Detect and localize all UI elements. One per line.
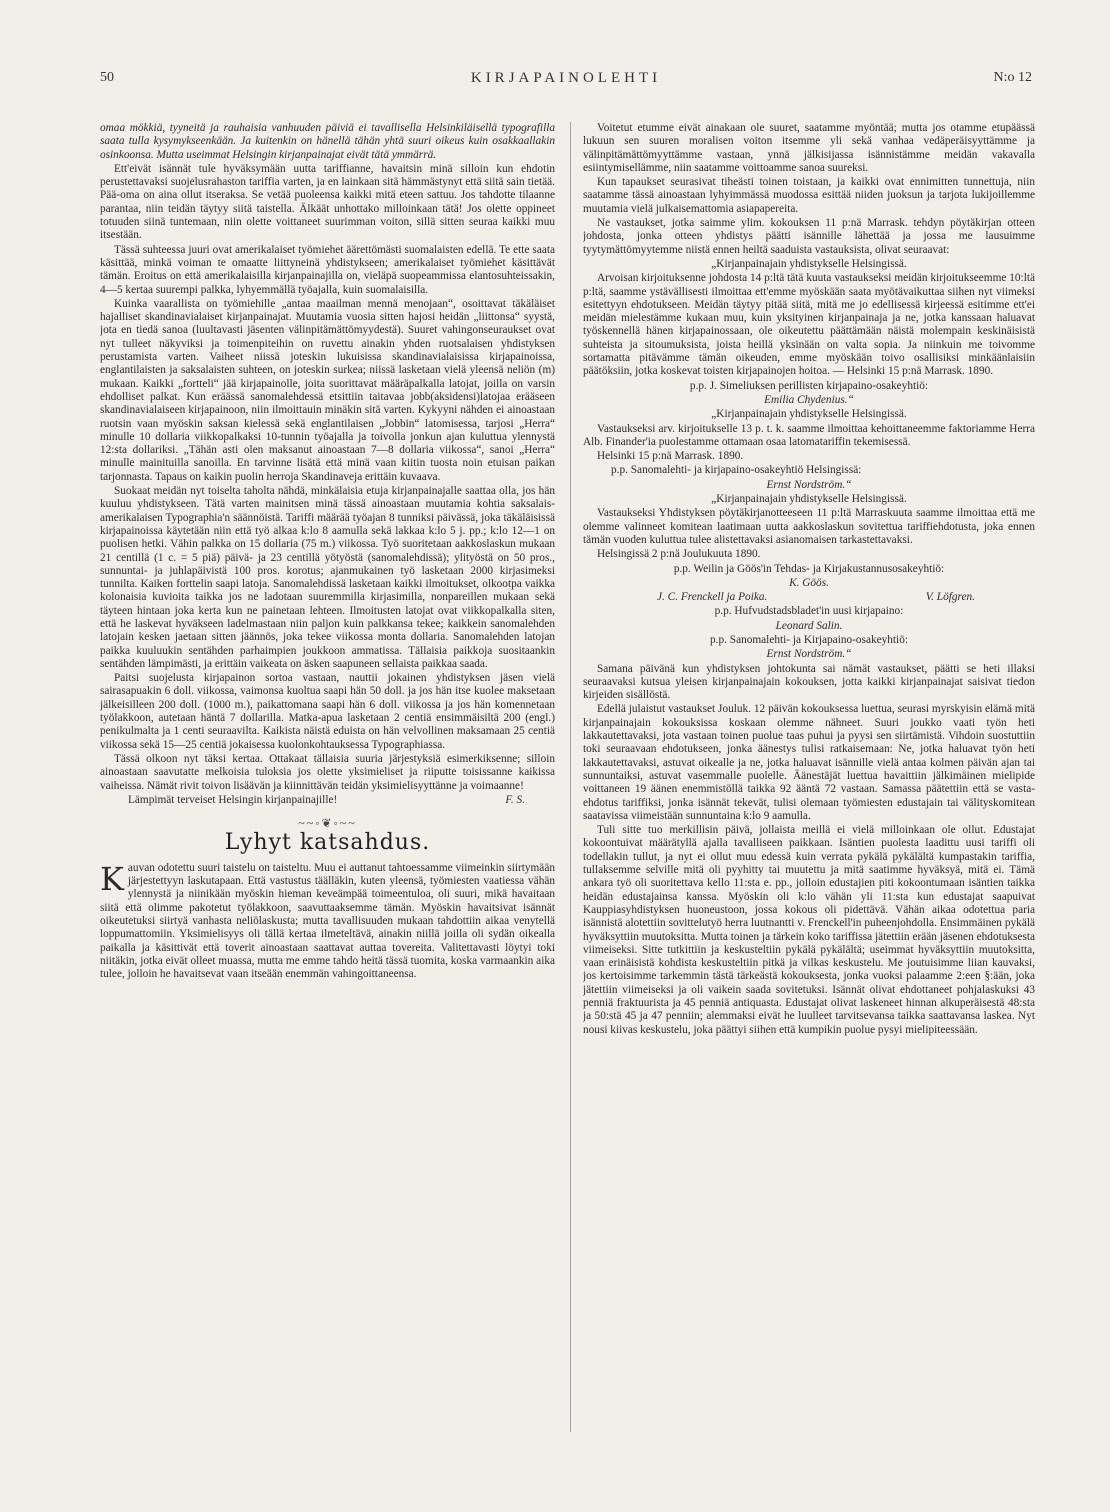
paragraph — [100, 859, 555, 982]
paragraph: Edellä julaistut vastaukset Jouluk. 12 päivän kokouksessa luettua, seurasi myrskyisin elämä mitä kirjanpainajain kokouksissa koskaan olemme nähneet. Suuri joukko vaati työn heti lakkautettavaksi, jota vastaan toinen puolue taas puhui ja pyysi sen siirtämistä. Vihdoin suostuttiin toki seuraavaan ehdotukseen, jonka äänestys tulisi ratkaisemaan: Ne, jotka haluavat työn heti lakkautettavaksi, astuvat oikealle ja ne, jotka haluavat isännille vielä antaa kolmen päivän ajan tai sunnuntaiksi, astuvat vasemmalle puolelle. Äänestäjät luettua havaittiin jälkimäinen mielipide voittaneen 19 äänen enemmistöllä taikka 92 ääntä 72 vastaan. Samassa päätettiin että se vasta-ehdotus tariffiksi, jonka isännät tekevät, tulisi olemaan työmiesten edustajain tai välityskomitean saatavissa viimeistään sunnuntaina k:lo 9 aamulla. — [583, 703, 1035, 822]
paragraph: Tässä olkoon nyt täksi kertaa. Ottakaat tällaisia suuria järjestyksiä esimerkiksenne; silloin ainoastaan saavutatte melkoisia tuloksia jos olette yksimieliset ja riiputte toisissanne kaikissa vaiheissa. Nämät rivit toivon lisäävän ja kiinnittävän teidän yksimielisyyttänne ja voimaanne! — [100, 752, 555, 792]
letter-address: „Kirjanpainajain yhdistykselle Helsingissä. — [711, 257, 907, 270]
letter-address: „Kirjanpainajain yhdistykselle Helsingissä. — [711, 493, 907, 506]
author-signature: F. S. — [505, 793, 525, 806]
letter-signature — [583, 648, 1035, 661]
paragraph-text: auvan odotettu suuri taistelu on taisteltu. Muu ei auttanut tahtoessamme viimeinkin siirtymään järjestettyyn laskutapaan. Että vastustus täälläkin, kuten yleensä, työmiesten vaatiessa vähän ylennystä ja niinikään myöskin hieman keveämpää toimeentuloa, oli suuri, mikä havaitaan siitä että olimme pakotetut työlakkoon, saavuttaaksemme tämän. Myöskin havaitsivat isännät oikeutetuksi siirtyä vanhasta neliölaskusta; mutta tavallisuuden mukaan tahdottiin aikaa venytellä loppumattomiin. Yksimielisyys oli tällä kertaa ilmeteltävä, ainakin niillä joilla oli sydän oikealla paikalla ja käsittivät että toverit ainoastaan saattavat auttaa tovereita. Valitettavasti löytyi toki niitäkin, jotka eivät olleet muassa, mutta me emme tahdo heitä tässä tuomita, koska varmaankin aika tulee, jolloin he havaitsevat vaan itseään enemmän vahingoittaneensa. — [100, 861, 555, 981]
letter-signature-pair — [583, 591, 1035, 604]
section-ornament: ~~◦❦◦~~ — [298, 816, 357, 831]
drop-cap: K — [100, 859, 124, 898]
signature-text: Ernst Nordström.“ — [766, 478, 852, 491]
letter-pp: p.p. J. Simeliuksen perillisten kirjapaino-osakeyhtiö: — [689, 379, 929, 392]
italic-paragraph: omaa mökkiä, tyyneitä ja rauhaisia vanhuuden päiviä ei tavallisella Helsinkiläisellä typografilla saata tulla kysymykseenkään. Ja kuitenkin on hänellä tähän yhtä suuri oikeus kuin osakkaallakin osinkoonsa. Mutta useimmat Helsingin kirjanpainajat eivät tätä ymmärrä. — [100, 122, 555, 161]
right-column — [583, 122, 1035, 1432]
letter-pp: p.p. Hufvudstadsbladet'in uusi kirjapaino: — [714, 605, 904, 618]
letter-signature — [583, 479, 1035, 492]
publication-title: KIRJAPAINOLEHTI — [470, 70, 662, 86]
letter-signature — [583, 577, 1035, 590]
signature-text: J. C. Frenckell ja Poika. — [657, 591, 768, 604]
letter-signature — [583, 394, 1035, 407]
issue-number: N:o 12 — [993, 70, 1032, 85]
paragraph — [100, 122, 555, 162]
letter-body: Arvoisan kirjoituksenne johdosta 14 p:ltä tätä kuuta vastaukseksi meidän kirjoitukseemme 10:ltä p:ltä, saamme ystävällisesti ilmoittaa ett'emme myöskään saata myötävaikuttaa siihen nyt viimeksi esitettyyn ehdotukseen. Meidän täytyy pitää siitä, mitä me jo edellisessä kirjeessä esitimme ett'ei meidän mielestämme kukaan muu, kuin yksityinen kirjanpainaja ja ne, jotka kanssaan haluavat työskennellä hänen kirjapainossaan, ole oikeutettu päättämään näistä molempain keskinäisistä suhteista ja sitoumuksista, joista heillä yksinään on valta sopia. Ja niinkuin me toivomme sortamatta pitävämme tämän oikeuden, emme myöskään toivo osallisiksi minkäänlaisiin päätöksiin, jotka koskevat toisten kirjapainojen hoitoa. — Helsinki 15 p:nä Marrask. 1890. — [583, 272, 1035, 378]
paragraph: Kuinka vaarallista on työmiehille „antaa maailman mennä menojaan“, osoittavat täkäläiset hajalliset skandinavialaiset kirjanpainajat. Muutamia vuosia sitten hajosi heidän „liittonsa“ syystä, jota en tiedä sanoa (luultavasti jäsenten välinpitämättömyydestä). Suuret vahingonseuraukset ovat nyt tulleet näkyviksi ja toimenpiteihin on ruvettu ainakin yhden ruotsalaisen yhdistyksen perustamista varten. Vaiheet niissä joteskin lukuisissa skandinavialaisissa kirjapainoissa, englantilaisten ja saksalaisten suhteen, on joteskin surkea; niissä lasketaan vielä yleensä neliön (m) mukaan. Kaikki „fortteli“ jää kirjapainolle, joita suorittavat määräpalkalla latojat, joilla on varsin ehdolliset palkat. Kun eräässä sanomalehdessä etsittiin taitavaa jobb(aksidensi)latojaa erääseen skandinavialaiseen kirjapainoon, niin ilmoittauin minäkin sitä varten. Kykyyni nähden ei ainoastaan ruotsin vaan myöskin saksan kielessä sekä englantilaisen „Jobbin“ latomisessa, tarjosi „Herra“ minulle 10 dollaria viikkopalkaksi 10-tunnin työajalla ja toivolla jonkun ajan kuluttua ylennystä 12:sta dollariksi. „Tähän asti olen maksanut ainoastaan 7—8 dollaria viikossa“, sanoi „Herra“ minulle mainituilla sanoilla. En tarvinne lisätä että minä vaan kiitin tuosta noin etuisan paikan tarjonnasta. Tapaus on kaikin puolin herroja Skandinaveja erittäin kuvaava. — [100, 297, 555, 483]
closing-greeting: Lämpimät terveiset Helsingin kirjanpainajille! — [128, 793, 338, 806]
letter-signature — [583, 620, 1035, 633]
paragraph: Ett'eivät isännät tule hyväksymään uutta tariffianne, havaitsin minä silloin kun ehdotin perustettavaksi suojelusrahaston tariffia varten, ja en lainkaan sitä hämmästynyt että siitä sain tietää. Pää-oma on aina ollut itseraksa. Se vetää puoleensa kaikki mitä eteen sattuu. Jos tahdotte tilaanne parantaa, niin teidän täytyy siitä taistella. Älkäät unhottako milloinkaan tätä! Jos olette oppineet totuuden siinä tuntemaan, niin olette voittaneet suurimman voiton, sillä sitten seuraa kaikki muu itsestään. — [100, 162, 555, 242]
paragraph: Samana päivänä kun yhdistyksen johtokunta sai nämät vastaukset, päätti se heti illaksi seuraavaksi kutsua yleisen kirjanpainajain kokouksen, jotta kaikki kirjanpainajat saisivat tiedon kirjeiden sisällöstä. — [583, 662, 1035, 702]
letter-body: Vastaukseksi arv. kirjoitukselle 13 p. t. k. saamme ilmoittaa kehoittaneemme faktoriamme Herra Alb. Finander'ia puolestamme ottamaan osaa latomatariffin tekemisessä. — [583, 422, 1035, 448]
section-heading: Lyhyt katsahdus. — [224, 830, 431, 856]
closing-line — [100, 794, 555, 807]
paragraph: Tuli sitte tuo merkillisin päivä, jollaista meillä ei vielä milloinkaan ole ollut. Edustajat kokoontuivat määrätyllä ajalla tavalliseen paikkaan. Isäntien puolesta laadittu uusi tariffi oli todellakin tullut, ja nyt ei ollut muu edessä kuin verrata pykälä pykälältä kumpastakin tariffia, tullaksemme selville mitä oli pyyhitty tai muutettu ja mitä saatimme hyväksyä, mitä ei. Tämä ankara työ oli suoritettava kello 11:sta e. pp., jolloin edustajien piti kokoontumaan isäntien taikka heidän edustajainsa kanssa. Myöskin oli k:lo vähän yli 11:sta kun edustajat saapuivat Kauppiasyhdistyksen huoneustoon, jossa kokous oli pidettävä. Vähän aikaa odotettua paria isännistä alotettiin sovittelutyö herra luutnantti v. Frenckell'in puheenjohdolla. Ensimmäinen pykälä hyväksyttiin muutoksitta. Mutta toinen ja tärkein koko tariffissa jätettiin erään jäsenen ehdotuksesta viimeiseksi. Sitte tutkittiin ja keskusteltiin pykälä pykälältä; useimmat hyväksyttiin muutoksitta, vaan erinäisistä kohdista keskusteltiin pitkä ja vilkas keskustelu. Me joutuisimme liian kauvaksi, jos kertoisimme tarkemmin tästä tärkeästä kokouksesta, jonka vuoksi palaamme 2:een §:ään, joka jätettiin viimeiseksi ja oli vaikein saada sovitetuksi. Isännät olivat ehdottaneet pohjalaskuksi 43 penniä fraktuurista ja 45 penniä antiquasta. Edustajat olivat laskeneet hinnan alkuperäisestä 48:sta ja 50:stä 45 ja 47 penniin; alemmaksi eivät he luulleet tarvitsevansa taikka saattavansa laskea. Nyt nousi kiivas keskustelu, joka päättyi siihen että kumpikin puolue pysyi mielipiteessään. — [583, 824, 1035, 1036]
letter-date: Helsingissä 2 p:nä Joulukuuta 1890. — [597, 548, 761, 561]
page-number: 50 — [100, 70, 114, 85]
signature-text: Emilia Chydenius.“ — [764, 393, 854, 406]
left-column — [100, 122, 555, 1432]
column-divider — [570, 122, 571, 1432]
page-header — [100, 70, 1032, 92]
paragraph: Kun tapaukset seurasivat tiheästi toinen toistaan, ja kaikki ovat ennimitten tunnettuja, niin saatamme tässä ainoastaan lyhyimmässä muodossa esittää niiden juoksun ja tarjota lukijoillemme muutamia vielä julkaisemattomia asiapapereita. — [583, 176, 1035, 215]
paragraph: Suokaat meidän nyt toiselta taholta nähdä, minkälaisia etuja kirjanpainajalle saattaa olla, jos hän kuuluu yhdistykseen. Tätä varten mainitsen minä tässä ainoastaan muutamia kohtia saksalais-amerikalaisen Typographia'n säännöistä. Tariffi määrää työajan 8 tunniksi päivässä, joka täkäläisissä kirjapainoissa käytetään niin että työ alkaa k:lo 8 aamulla sekä lakkaa k:lo 5 j. pp.; k:lo 12—1 on puolisen hetki. Vähin palkka on 15 dollaria (75 m.) viikossa. Työ suoritetaan aakkoslaskun mukaan 21 centillä (1 c. = 5 piä) päivä- ja 23 centillä yötyöstä (sanomalehdissä); ylityöstä on 50 pros., sunnuntai- ja juhlapäivistä 100 pros. korotus; ajanmukainen työ lasketaan 2000 kirjasimeksi tunnilta. Kaiken forttelin saapi latoja. Sanomalehdissä lasketaan kaikki ilmoitukset, olkootpa vaikka kolonaisia kuvioita taikka jos ne ladotaan suuremmilla kirjasimilla, nonpareillen mukaan sekä täyteen hintaan joka kerta kun ne painetaan lehteen. Ilmoitusten latojat ovat viikkopalkalla siten, että he laskevat hyväkseen ladelmastaan niin paljon kuin palkkansa tekee; kaikkein sanomalehden latojain kesken jaetaan sitten jäännös, joka tekee viikossa monta dollaria. Sanomalehden latojan paikka kuuluukin sentähden parhaimpien joukkoon ammatissa. Tällaisia paikkoja suositaankin sentähden lämpimästi, ja erittäin vaikeata on äsken saapuneen sellaista paikkaa saada. — [100, 485, 555, 670]
letter-pp: p.p. Sanomalehti- ja kirjapaino-osakeyhtiö Helsingissä: — [611, 464, 862, 477]
letter-body: Vastaukseksi Yhdistyksen pöytäkirjanotteeseen 11 p:ltä Marraskuuta saamme ilmoittaa että me olemme valinneet komitean laatimaan uutta aakkoslaskun sovitettua tariffiehdotusta, joka ennen tämän vuoden kuluttua tulee alistettavaksi asianomaisen tarkastettavaksi. — [583, 507, 1035, 546]
letter-date: Helsinki 15 p:nä Marrask. 1890. — [597, 450, 744, 463]
signature-text: K. Göös. — [789, 576, 829, 589]
signature-text: V. Löfgren. — [925, 591, 975, 604]
signature-text: Leonard Salin. — [775, 619, 843, 632]
paragraph: Voitetut etumme eivät ainakaan ole suuret, saatamme myöntää; mutta jos otamme etupäässä lukuun sen suuren moralisen voiton itsemme yli sekä vanhaa vedäperäisyyttämme ja välinpitämättömyyttämme vastaan, ynnä jälkisijassa isännistämme meidän vakavalla esiintymisellämme, niin saatamme voittoamme sanoa suureksi. — [583, 122, 1035, 174]
paragraph: Ne vastaukset, jotka saimme ylim. kokouksen 11 p:nä Marrask. tehdyn pöytäkirjan otteen johdosta, jonka otteen yhdistys päätti isännille lähettää ja jossa me lausuimme tyytymättömyytemme niistä ennen heiltä saaduista vastauksista, olivat seuraavat: — [583, 217, 1035, 256]
letter-pp: p.p. Weilin ja Göös'in Tehdas- ja Kirjakustannusosakeyhtiö: — [673, 562, 945, 575]
letter-pp: p.p. Sanomalehti- ja Kirjapaino-osakeyhtiö: — [710, 633, 908, 646]
letter-address: „Kirjanpainajain yhdistykselle Helsingissä. — [711, 408, 907, 421]
paragraph: Tässä suhteessa juuri ovat amerikalaiset työmiehet äärettömästi suomalaisten edellä. Te ette saata käsittää, minkä voiman te omaatte liittyneinä yhdistykseen; amerikalaiset työmiehet käsittävät tämän. Eroitus on että amerikalaisilla kirjanpainajilla on, vieläpä suopeammissa elantosuhteissakin, 4—5 kertaa suurempi palkka, lyhyemmällä työajalla, kuin suomalaisilla. — [100, 243, 555, 296]
signature-text: Ernst Nordström.“ — [766, 648, 852, 661]
paragraph: Paitsi suojelusta kirjapainon sortoa vastaan, nauttii jokainen yhdistyksen jäsen vielä sairasapuakin 6 doll. viikossa, vaimonsa kuoltua saapi hän 50 doll. ja jos hän itse kuolee maksetaan jälkeisilleen 200 doll. (1000 m.), paikattomana saapi hän 6 doll. viikossa ja jos hän komennetaan työlakkoon, autetaan häntä 7 dollarilla. Matka-apua lasketaan 2 centiä ensimmäisiltä 200 (engl.) penikulmalta ja 1 centi seuraavilta. Kaikista näistä eduista on hän velvollinen maksamaan 25 centiä viikossa sekä 15—25 centiä jokaisessa kuolonkohtauksessa Typographiassa. — [100, 672, 555, 751]
